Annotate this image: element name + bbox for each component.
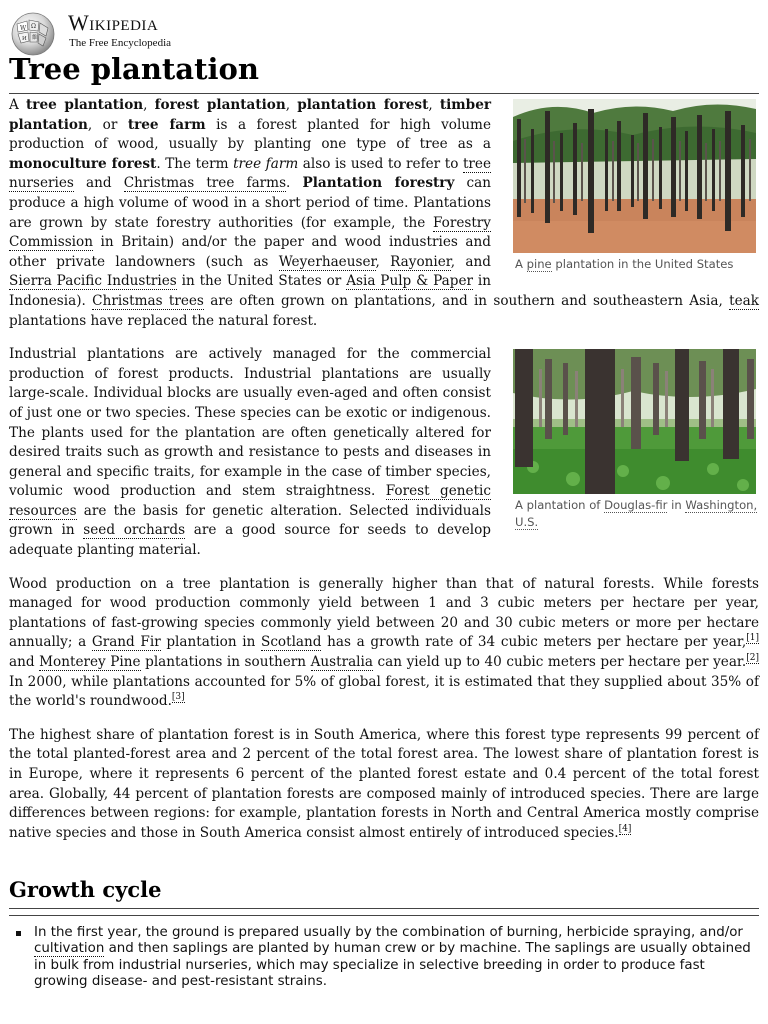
text-run: ,: [285, 97, 298, 113]
svg-text:維: 維: [32, 35, 38, 41]
text-run: . The term: [156, 155, 234, 172]
bold-term: monoculture forest: [9, 155, 157, 172]
link-scotland[interactable]: Scotland: [261, 634, 322, 651]
text-run: are a good source for seeds to develop adequate planting material.: [9, 522, 491, 559]
link-washington[interactable]: Washington, U.S.: [515, 498, 758, 530]
list-item: [34, 925, 754, 991]
link-forest-genetic-resources[interactable]: Forest genetic resources: [9, 483, 491, 519]
text-run: and: [9, 654, 40, 671]
link-asia-pulp-paper[interactable]: Asia Pulp & Paper: [346, 273, 473, 290]
article-body: [9, 96, 759, 857]
text-run: and: [73, 175, 124, 192]
link-christmas-trees[interactable]: Christmas trees: [92, 292, 204, 309]
link-teak[interactable]: teak: [729, 292, 759, 309]
text-run: ,: [143, 97, 155, 113]
text-run: , or: [87, 116, 128, 133]
text-run: can yield up to 40 cubic meters per hectare per year.: [372, 654, 747, 671]
link-tree-nurseries[interactable]: tree nurseries: [9, 155, 491, 192]
section-divider: [9, 908, 759, 909]
link-cultivation[interactable]: cultivation: [34, 941, 105, 957]
link-sierra-pacific-industries[interactable]: Sierra Pacific Industries: [9, 273, 177, 290]
svg-text:Ω: Ω: [31, 23, 36, 30]
text-run: Wood production on a tree plantation is generally higher than that of natural forests. While forests managed for wood production commonly yield between 1 and 3 cubic meters per hectare per year, plantations of fast-growing species commonly yield between 20 and 30 cubic meters or more per hectare annually; a: [9, 575, 759, 651]
text-run: can produce a high volume of wood in a short period of time. Plantations are grown by state forestry authorities (for example, the: [9, 175, 491, 231]
regional-share-paragraph: [9, 726, 759, 844]
link-douglas-fir[interactable]: Douglas-fir: [604, 498, 668, 513]
link-seed-orchards[interactable]: seed orchards: [83, 522, 186, 539]
section-divider: [9, 915, 759, 916]
bold-term: tree plantation: [26, 97, 144, 113]
text-run: A: [9, 97, 26, 113]
link-grand-fir[interactable]: Grand Fir: [91, 634, 161, 651]
citation-ref: [746, 653, 759, 664]
text-run: also is used to refer to: [298, 155, 463, 172]
citation-link-1[interactable]: [1]: [746, 633, 759, 644]
intro-paragraph: [9, 96, 759, 331]
figure-pine-plantation: [513, 99, 759, 273]
text-run: in Indonesia).: [9, 273, 491, 309]
bold-term: tree farm: [127, 116, 206, 133]
bold-term: timber plantation: [9, 97, 492, 133]
wood-production-paragraph: [9, 575, 759, 712]
citation-ref: [746, 633, 759, 644]
site-tagline: The Free Encyclopedia: [69, 37, 172, 49]
text-run: is a forest planted for high volume production of wood, usually by planting one type of tree as a: [9, 116, 491, 153]
svg-text:W: W: [20, 25, 27, 32]
text-run: Industrial plantations are actively managed for the commercial production of forest products. Industrial plantations are usually large-scale. Individual blocks are usually even-aged and often consist of just one or two species. These species can be exotic or indigenous. The plants used for the plantation are often genetically altered for desired traits such as growth and resistance to pests and diseases in general and specific traits, for example in the case of timber species, volumic wood production and stem straightness.: [9, 346, 491, 500]
link-rayonier[interactable]: Rayonier: [390, 253, 451, 270]
caption-text: in: [667, 498, 686, 513]
text-run: and then saplings are planted by human crew or by machine. The saplings are usually obtained in bulk from industrial nurseries, which may specialize in selective breeding in order to produce fast growing disease- and pest-resistant strains.: [34, 941, 751, 990]
figure-caption: [513, 253, 759, 273]
douglas-fir-plantation-image[interactable]: [513, 349, 756, 494]
page-title: Tree plantation: [9, 52, 259, 86]
link-forestry-commission[interactable]: Forestry Commission: [9, 214, 491, 251]
wikipedia-globe-logo[interactable]: [8, 10, 58, 56]
link-australia[interactable]: Australia: [310, 654, 373, 671]
text-run: The highest share of plantation forest is in South America, where this forest type represents 99 percent of the total planted-forest area and 2 percent of the total forest area. The lowest share of plantation forest is in Europe, where it represents 6 percent of the planted forest estate and 0.4 percent of the total forest area. Globally, 44 percent of plantation forests are composed mainly of introduced species. There are large differences between regions: for example, plantation forests in North and Central America mostly comprise native species and those in South America consist almost entirely of introduced species.: [9, 726, 759, 841]
citation-ref: [619, 824, 632, 835]
text-run: are often grown on plantations, and in southern and southeastern Asia,: [203, 292, 730, 309]
citation-link-3[interactable]: [3]: [171, 692, 185, 703]
pine-plantation-image[interactable]: [513, 99, 756, 253]
text-run: In the first year, the ground is prepared usually by the combination of burning, herbicide spraying, and/or: [34, 925, 743, 940]
text-run: plantations in southern: [140, 654, 311, 671]
title-divider: [9, 93, 759, 94]
bold-term: Plantation forestry: [302, 175, 455, 192]
text-run: .: [286, 175, 303, 192]
text-run: ,: [428, 97, 440, 113]
figure-caption: [513, 494, 759, 531]
caption-text: plantation in the United States: [551, 257, 734, 271]
caption-text: A: [515, 257, 527, 271]
text-run: ,: [375, 253, 391, 270]
list-bullet: [16, 931, 21, 936]
link-christmas-tree-farms[interactable]: Christmas tree farms: [123, 175, 287, 192]
bold-term: plantation forest: [297, 97, 429, 113]
citation-ref: [172, 692, 185, 703]
text-run: plantations have replaced the natural forest.: [9, 312, 318, 329]
section-heading-growth-cycle: Growth cycle: [9, 877, 162, 902]
link-pine[interactable]: pine: [526, 257, 552, 271]
text-run: , and: [450, 253, 491, 270]
wikipedia-wordmark[interactable]: Wikipedia: [68, 10, 159, 35]
italic-term: tree farm: [233, 155, 299, 172]
text-run: plantation in: [160, 634, 261, 651]
figure-douglas-fir-plantation: [513, 349, 759, 531]
caption-text: A plantation of: [515, 498, 605, 513]
text-run: are the basis for genetic alteration. Selected individuals grown in: [9, 502, 491, 539]
citation-link-4[interactable]: [4]: [618, 823, 632, 834]
text-run: in the United States or: [176, 273, 347, 290]
text-run: has a growth rate of 34 cubic meters per hectare per year,: [321, 634, 747, 651]
citation-link-2[interactable]: [2]: [746, 653, 759, 664]
link-monterey-pine[interactable]: Monterey Pine: [39, 654, 141, 671]
text-run: in Britain) and/or the paper and wood industries and other private landowners (such as: [9, 234, 491, 270]
industrial-paragraph: [9, 345, 759, 561]
link-weyerhaeuser[interactable]: Weyerhaeuser: [278, 253, 376, 270]
svg-text:И: И: [22, 36, 27, 42]
bold-term: forest plantation: [154, 97, 286, 113]
text-run: In 2000, while plantations accounted for 5% of global forest, it is estimated that they supplied about 35% of the world's roundwood.: [9, 673, 759, 710]
